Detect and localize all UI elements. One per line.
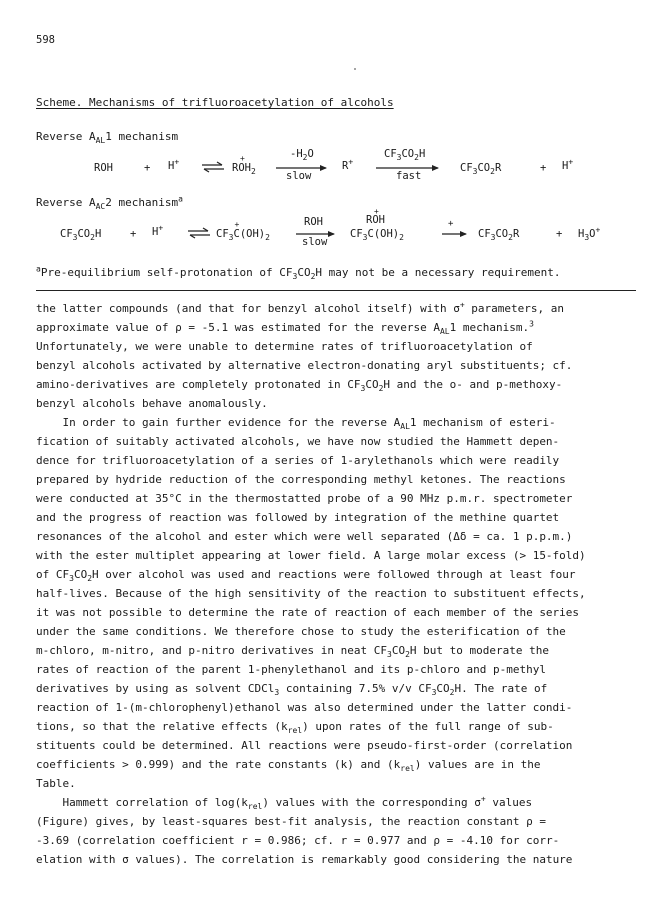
text-run: σ (122, 853, 129, 866)
scheme-title: Scheme. Mechanisms of trifluoroacetylation of alcohols (36, 96, 394, 109)
body-line (36, 682, 636, 698)
text-run: AL (439, 327, 450, 337)
body-line (36, 302, 636, 315)
text-run: ρ (526, 815, 533, 828)
scheme-divider (36, 290, 636, 291)
text-run: ) values are in the (414, 758, 541, 771)
text-run: the latter compounds (and that for benzyl alcohol itself) with (36, 302, 454, 315)
text-run: 3 (360, 384, 366, 394)
text-run: AL (400, 422, 410, 432)
body-line (36, 794, 636, 812)
text-run: values (485, 796, 533, 809)
text-run: CO (73, 568, 88, 581)
text-run: CO (436, 682, 450, 695)
body-line (36, 606, 636, 619)
text-run: and the progress of reaction was followed by integration of the methine quartet (36, 511, 560, 524)
text-run: rel (247, 802, 263, 812)
text-run: prepared by hydride reduction of the corresponding methyl ketones. The reactions (36, 473, 566, 486)
body-line (36, 587, 636, 600)
body-line (36, 644, 636, 660)
text-run: ) values with the corresponding (262, 796, 475, 809)
body-line (36, 340, 636, 353)
body-line (36, 853, 636, 866)
al1-equation (94, 162, 113, 174)
body-line (36, 663, 636, 676)
text-run: rel (287, 726, 303, 736)
text-run: 3 (431, 688, 437, 698)
text-run: = -4.10 for corr- (439, 834, 560, 847)
text-run: σ (453, 302, 460, 315)
body-line (36, 758, 636, 774)
ac2-equation: $CF_3CO_2H$ (60, 228, 102, 243)
text-run: it was not possible to determine the rate of reaction of each member of the series (36, 606, 580, 619)
text-run: H but to moderate the (409, 644, 549, 657)
text-run: Unfortunately, we were unable to determine rates of trifluoroacetylation of (36, 340, 533, 353)
text-run: resonances of the alcohol and ester which were well separated (Δδ = ca. 1 p.p.m.) (36, 530, 573, 543)
text-run: m-chloro, m-nitro, and p-nitro derivatives in neat CF (36, 644, 387, 657)
text-run: (Figure) gives, by least-squares best-fit analysis, the reaction constant (36, 815, 527, 828)
body-line (36, 435, 636, 448)
text-run: dence for trifluoroacetylation of a series of 1-arylethanols which were readily (36, 454, 560, 467)
text-run: benzyl alcohols activated by alternative electron-donating aryl substituents; cf. (36, 359, 573, 372)
body-line (36, 473, 636, 486)
equilibrium-arrow (202, 162, 224, 172)
text-run: reaction of 1-(m-chlorophenyl)ethanol was also determined under the latter condi- (36, 701, 573, 714)
text-run: 3 (529, 319, 534, 329)
text-run: stituents could be determined. All reactions were pseudo-first-order (correlation (36, 739, 573, 752)
text-run: 3 (69, 574, 74, 584)
body-line (36, 625, 636, 638)
text-run: -3.69 (correlation coefficient r = 0.986; cf. r = 0.977 and (36, 834, 434, 847)
text-run: 2 (449, 688, 455, 698)
body-line (36, 492, 636, 505)
text-run: = -5.1 was estimated for the reverse A (181, 321, 440, 334)
text-run: coefficients > 0.999) and the rate constants (k) and (k (36, 758, 401, 771)
text-run: CO (391, 644, 406, 657)
text-run: H over alcohol was used and reactions were followed through at least four (92, 568, 576, 581)
text-run: amino-derivatives are completely protonated in CF (36, 378, 361, 391)
text-run: elation with (36, 853, 123, 866)
text-run: rates of reaction of the parent 1-phenylethanol and its p-chloro and p-methyl (36, 663, 546, 676)
body-line (36, 568, 636, 584)
text-run: 1 mechanism of esteri- (409, 416, 556, 429)
text-run: 2 (378, 384, 384, 394)
text-run: were conducted at 35°C in the thermostatted probe of a 90 MHz p.m.r. spectrometer (36, 492, 573, 505)
body-line (36, 359, 636, 372)
text-run: + (459, 300, 465, 310)
roh: ROH (94, 162, 113, 174)
body-line (36, 549, 636, 562)
body-line (36, 416, 636, 432)
body-line (36, 834, 636, 847)
text-run: = (532, 815, 546, 828)
text-run: under the same conditions. We therefore chose to study the esterification of the (36, 625, 566, 638)
text-run: σ (474, 796, 481, 809)
text-run: In order to gain further evidence for the reverse A (36, 416, 401, 429)
text-run: fication of suitably activated alcohols, we have now studied the Hammett depen- (36, 435, 560, 448)
text-run: ρ (175, 321, 182, 334)
text-run: derivatives by using as solvent CDCl (36, 682, 275, 695)
reverse-al1-heading: Reverse $A_{AL}1$ mechanism (36, 130, 179, 146)
text-run: ρ (433, 834, 440, 847)
body-line (36, 701, 636, 714)
text-run: 1 mechanism. (449, 321, 530, 334)
body-line (36, 815, 636, 828)
text-run: Table. (36, 777, 76, 790)
body-line (36, 511, 636, 524)
text-run: ) upon rates of the full range of sub- (302, 720, 554, 733)
body-line (36, 777, 636, 790)
text-run: benzyl alcohols behave anomalously. (36, 397, 268, 410)
equilibrium-arrow (188, 228, 210, 238)
text-run: Hammett correlation of log(k (36, 796, 248, 809)
fast-arrow (442, 230, 468, 238)
speck (354, 68, 356, 70)
body-line (36, 454, 636, 467)
body-line (36, 530, 636, 543)
text-run: half-lives. Because of the high sensitivity of the reaction to substituent effects, (36, 587, 586, 600)
body-line (36, 739, 636, 752)
text-run: H and the o- and p-methoxy- (383, 378, 563, 391)
reverse-ac2-heading: Reverse $A_{AC}2$ mechanism$^a$ (36, 194, 183, 212)
text-run: H. The rate of (454, 682, 548, 695)
text-run: values). The correlation is remarkably good considering the nature (128, 853, 573, 866)
text-run: 3 (387, 650, 392, 660)
text-run: parameters, an (464, 302, 565, 315)
body-line (36, 720, 636, 736)
body-line (36, 378, 636, 394)
text-run: CO (365, 378, 379, 391)
scheme-footnote: $^a$Pre-equilibrium self-protonation of $CF_3CO_2H$ may not be a necessary requirement. (36, 264, 561, 282)
text-run: approximate value of (36, 321, 176, 334)
text-run: containing 7.5% v/v CF (279, 682, 432, 695)
text-run: + (480, 794, 486, 804)
text-run: of CF (36, 568, 70, 581)
text-run: with the ester multiplet appearing at lower field. A large molar excess (> 15-fold) (36, 549, 586, 562)
text-run: 2 (87, 574, 93, 584)
text-run: tions, so that the relative effects (k (36, 720, 288, 733)
text-run: 2 (405, 650, 410, 660)
text-run: rel (400, 764, 415, 774)
page-number: 598 (36, 34, 55, 46)
text-run: 3 (274, 688, 280, 698)
body-line (36, 397, 636, 410)
body-line (36, 319, 636, 337)
